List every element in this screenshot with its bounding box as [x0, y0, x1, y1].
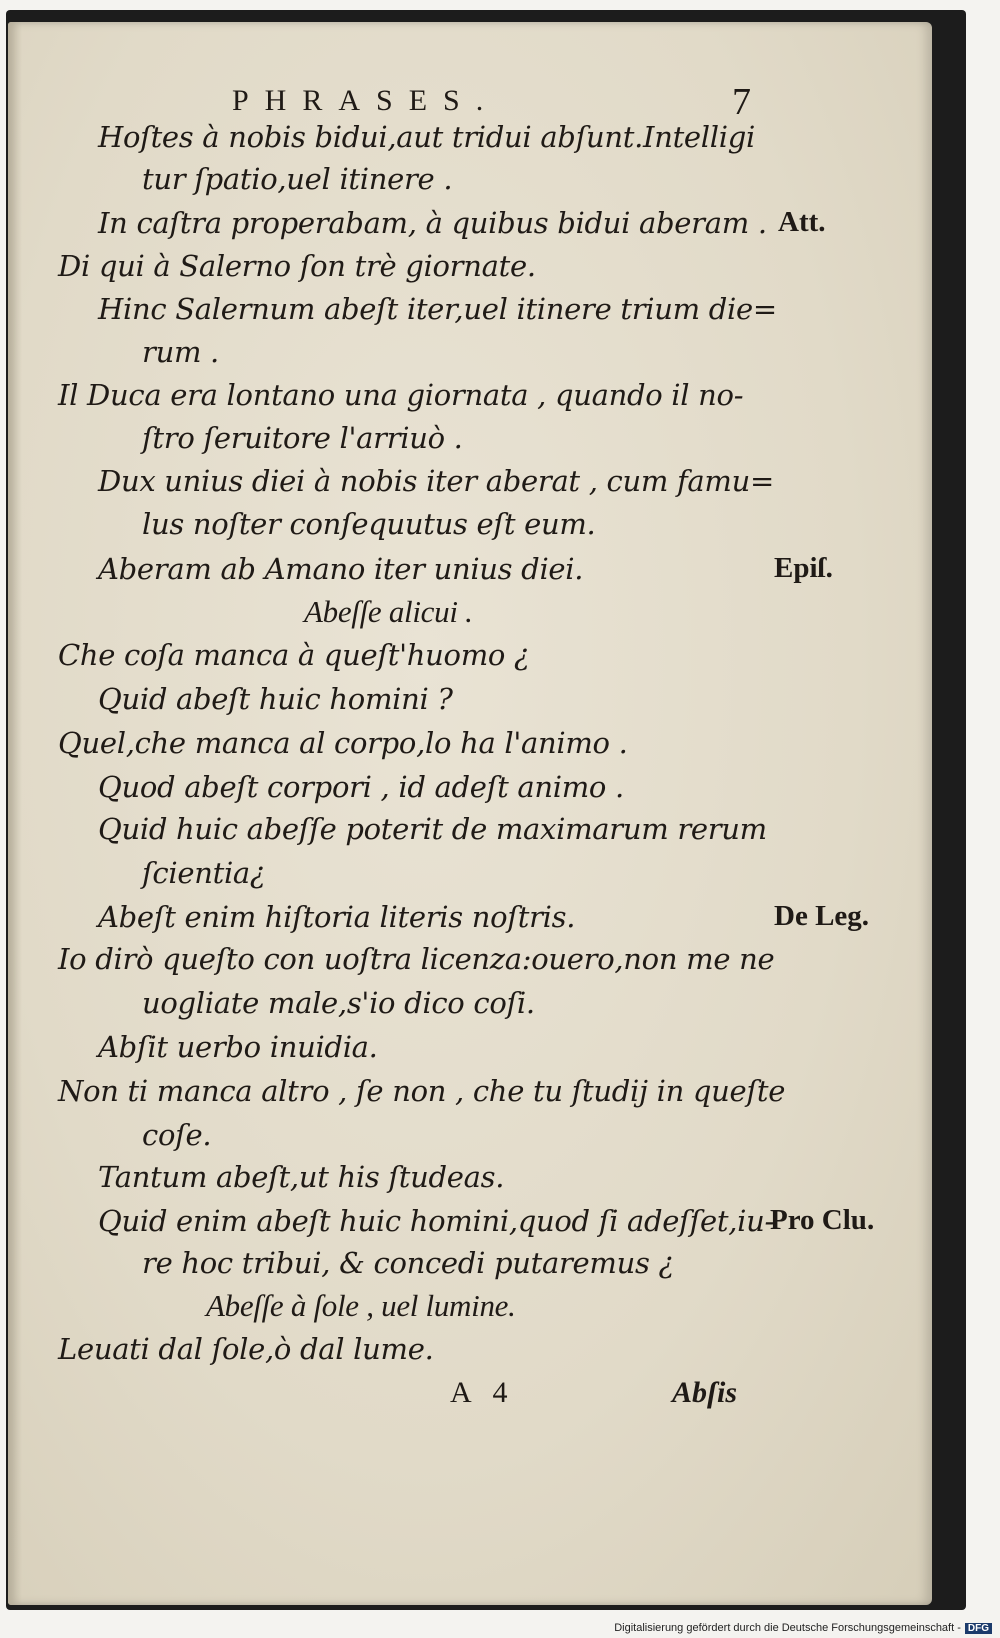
text-line: Tantum abeſt,ut his ſtudeas. — [98, 1160, 505, 1194]
text-line: Io dirò queſto con uoſtra licenza:ouero,non me ne — [58, 942, 775, 976]
digitization-credit — [614, 1622, 992, 1634]
margin-note: Epiſ. — [774, 552, 833, 584]
text-line: In caſtra properabam, à quibus bidui aberam . — [98, 206, 767, 240]
margin-note: Pro Clu. — [770, 1204, 875, 1236]
text-line: Non ti manca altro , ſe non , che tu ſtudij in queſte — [58, 1074, 786, 1108]
text-line: Quid abeſt huic homini ? — [98, 682, 453, 716]
text-line: Quid huic abeſſe poterit de maximarum rerum — [98, 812, 767, 846]
text-line: uogliate male,s'io dico coſi. — [142, 986, 535, 1020]
text-line: ſtro ſeruitore l'arriuò . — [142, 421, 463, 455]
text-line: Hinc Salernum abeſt iter,uel itinere trium die= — [98, 292, 777, 326]
text-line: Abeſt enim hiſtoria literis noſtris. — [98, 900, 576, 934]
section-heading: Abeſſe à ſole , uel lumine. — [206, 1288, 516, 1323]
text-line: lus noſter conſequutus eſt eum. — [142, 507, 596, 541]
text-line: Quel,che manca al corpo,lo ha l'animo . — [58, 726, 628, 760]
text-line: coſe. — [142, 1118, 212, 1152]
text-line: ſcientia¿ — [142, 856, 266, 890]
running-title: PHRASES. — [232, 84, 500, 117]
text-line: Quid enim abeſt huic homini,quod ſi adeſſet,iu- — [98, 1204, 775, 1238]
text-line: Il Duca era lontano una giornata , quando il no- — [58, 378, 744, 412]
catchword: Abſis — [672, 1376, 738, 1409]
text-line: Aberam ab Amano iter unius diei. — [98, 552, 584, 586]
page-gutter — [8, 22, 22, 1605]
text-line: Che coſa manca à queſt'huomo ¿ — [58, 638, 530, 672]
text-line: Leuati dal ſole,ò dal lume. — [58, 1332, 434, 1366]
text-line: Hoſtes à nobis bidui,aut tridui abſunt.Intelligi — [98, 120, 755, 154]
text-line: tur ſpatio,uel itinere . — [142, 162, 453, 196]
signature-mark: A 4 — [450, 1376, 508, 1409]
text-line: Dux unius diei à nobis iter aberat , cum famu= — [98, 464, 774, 498]
credit-text: Digitalisierung gefördert durch die Deutsche Forschungsgemeinschaft - — [614, 1622, 961, 1634]
text-line: Quod abeſt corpori , id adeſt animo . — [98, 770, 624, 804]
margin-note: De Leg. — [774, 900, 870, 932]
text-line: rum . — [142, 335, 219, 369]
text-line: Abſit uerbo inuidia. — [98, 1030, 378, 1064]
text-line: Di qui à Salerno ſon trè giornate. — [58, 249, 536, 283]
section-heading: Abeſſe alicui . — [304, 594, 473, 629]
dfg-logo: DFG — [965, 1623, 992, 1634]
page-number: 7 — [732, 81, 751, 123]
text-line: re hoc tribui, & concedi putaremus ¿ — [142, 1246, 674, 1280]
margin-note: Att. — [778, 206, 826, 238]
